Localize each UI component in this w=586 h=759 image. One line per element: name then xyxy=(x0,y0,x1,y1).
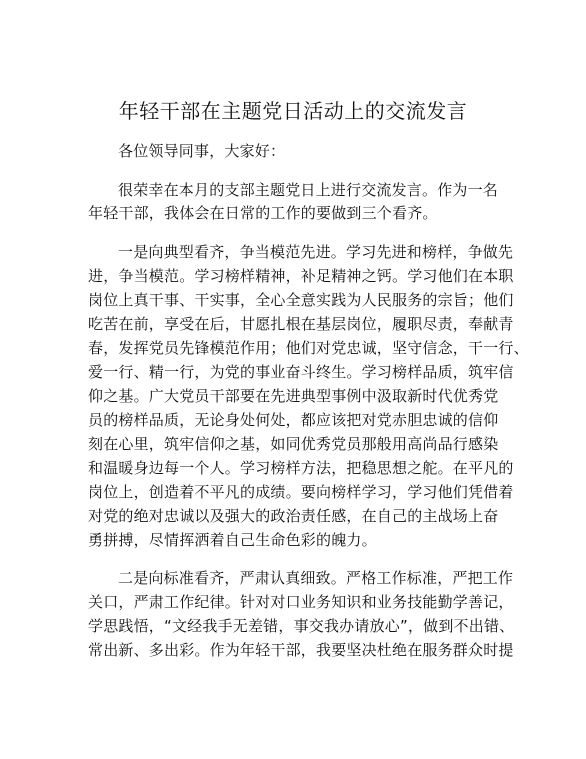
body-line: 进，争当模范。学习榜样精神，补足精神之钙。学习他们在本职 xyxy=(88,267,514,285)
greeting-line: 各位领导同事，大家好： xyxy=(118,142,286,160)
body-line: 爱一行、精一行，为党的事业奋斗终生。学习榜样品质，筑牢信 xyxy=(88,363,514,381)
body-line: 一是向典型看齐，争当模范先进。学习先进和榜样，争做先 xyxy=(118,243,514,261)
body-line: 勇拼搏，尽情挥洒着自己生命色彩的魄力。 xyxy=(88,531,377,549)
body-line: 关口，严肃工作纪律。针对对口业务知识和业务技能勤学善记， xyxy=(88,593,514,611)
body-line: 常出新、多出彩。作为年轻干部，我要坚决杜绝在服务群众时提 xyxy=(88,641,514,659)
body-line: 员的榜样品质，无论身处何处，都应该把对党赤胆忠诚的信仰 xyxy=(88,411,499,429)
body-line: 对党的绝对忠诚以及强大的政治责任感，在自己的主战场上奋 xyxy=(88,507,499,525)
body-line: 和温暖身边每一个人。学习榜样方法，把稳思想之舵。在平凡的 xyxy=(88,459,514,477)
body-line: 岗位上，创造着不平凡的成绩。要向榜样学习，学习他们凭借着 xyxy=(88,483,514,501)
body-line: 年轻干部，我体会在日常的工作的要做到三个看齐。 xyxy=(88,204,438,222)
body-line: 刻在心里，筑牢信仰之基，如同优秀党员那般用高尚品行感染 xyxy=(88,435,499,453)
body-line: 岗位上真干事、干实事，全心全意实践为人民服务的宗旨；他们 xyxy=(88,291,514,309)
body-line: 学思践悟，“文经我手无差错，事交我办请放心”，做到不出错、 xyxy=(88,617,515,635)
body-line: 仰之基。广大党员干部要在先进典型事例中汲取新时代优秀党 xyxy=(88,387,499,405)
body-line: 二是向标准看齐，严肃认真细致。严格工作标准，严把工作 xyxy=(118,569,514,587)
body-line: 春，发挥党员先锋模范作用；他们对党忠诚，坚守信念，干一行、 xyxy=(88,339,529,357)
body-line: 很荣幸在本月的支部主题党日上进行交流发言。作为一名 xyxy=(118,181,499,199)
document-title: 年轻干部在主题党日活动上的交流发言 xyxy=(118,99,468,123)
body-line: 吃苦在前，享受在后，甘愿扎根在基层岗位，履职尽责，奉献青 xyxy=(88,315,514,333)
